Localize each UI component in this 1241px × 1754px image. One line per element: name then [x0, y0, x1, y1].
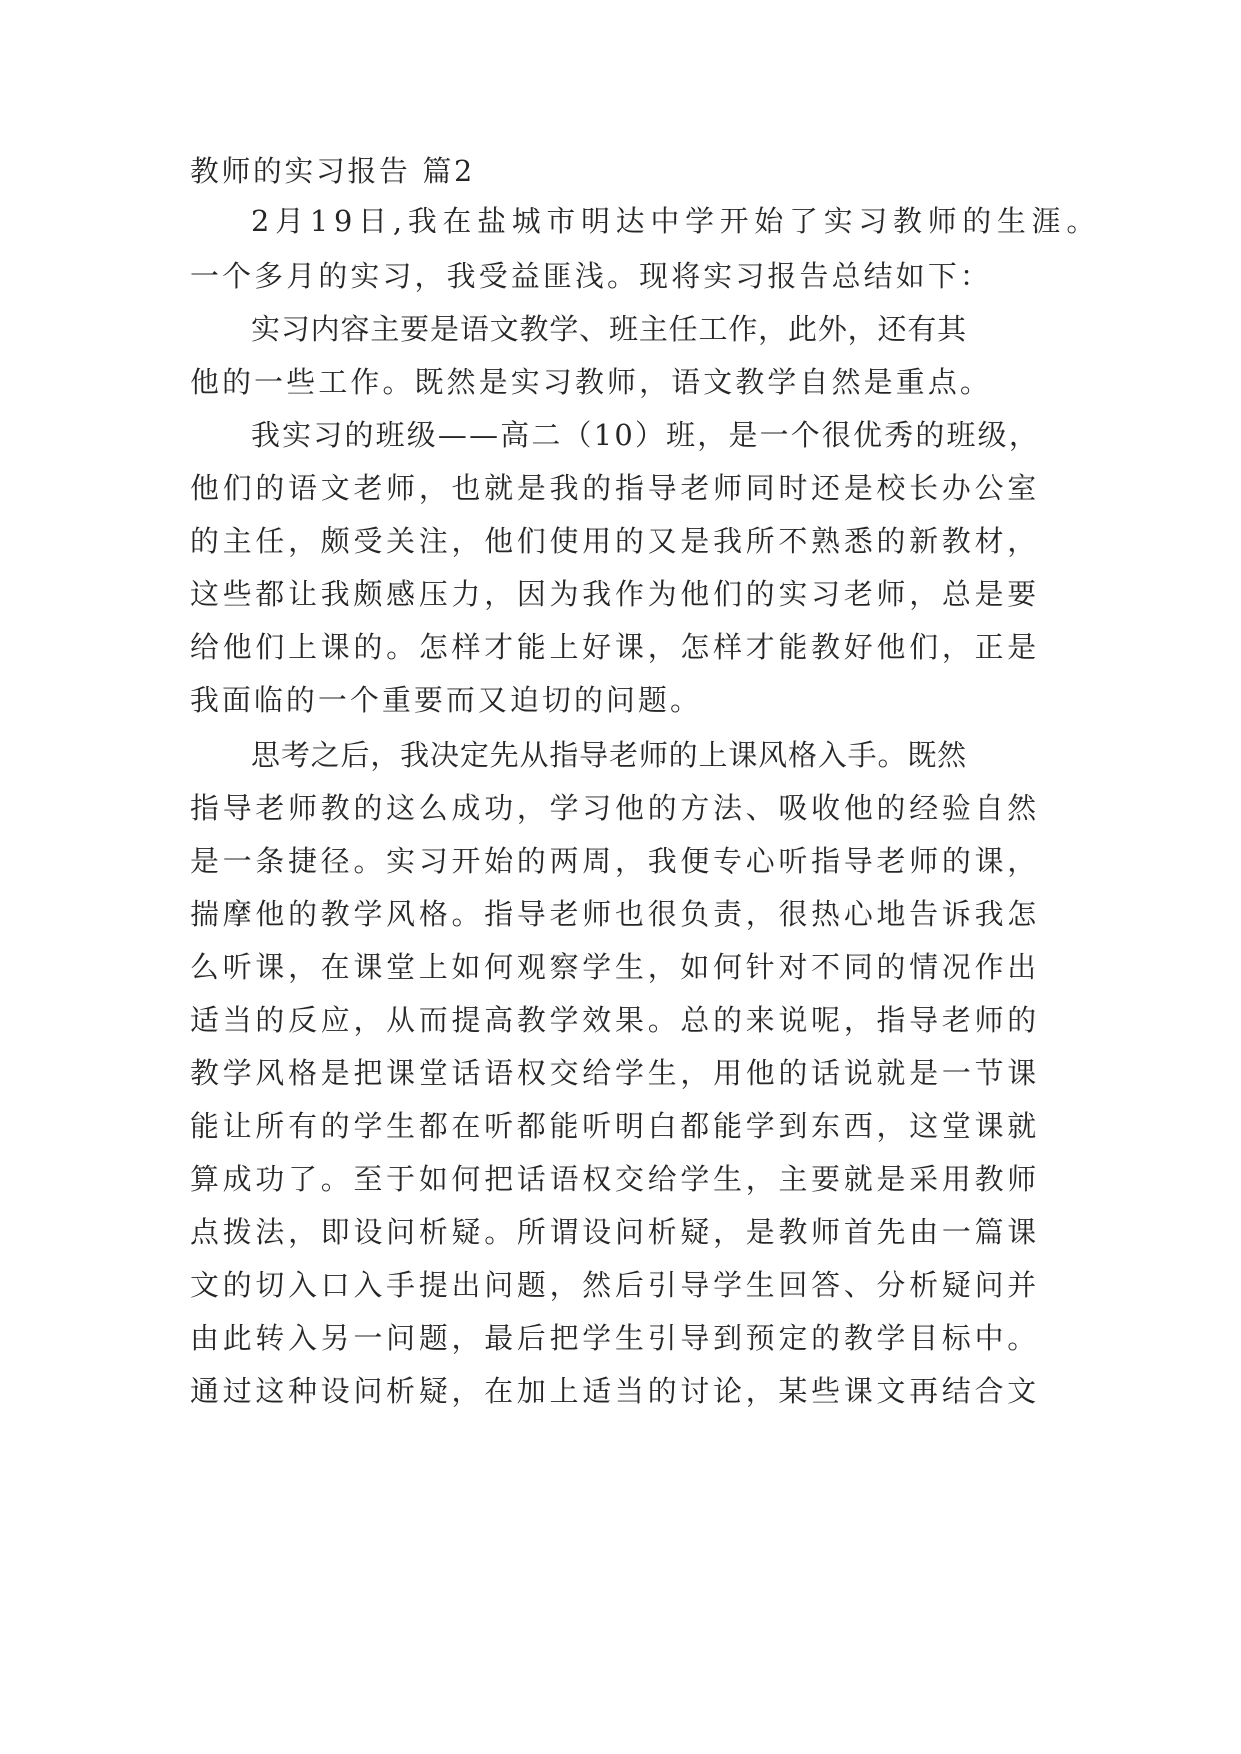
paragraph-line: 我实习的班级——高二（10）班，是一个很优秀的班级， [251, 418, 1040, 452]
paragraph-line: 教学风格是把课堂话语权交给学生，用他的话说就是一节课 [190, 1056, 1040, 1090]
paragraph-line: 么听课，在课堂上如何观察学生，如何针对不同的情况作出 [190, 950, 1040, 984]
paragraph-line: 这些都让我颇感压力，因为我作为他们的实习老师，总是要 [190, 577, 1040, 611]
paragraph-line: 通过这种设问析疑，在加上适当的讨论，某些课文再结合文 [190, 1374, 1040, 1408]
paragraph-line: 点拨法，即设问析疑。所谓设问析疑，是教师首先由一篇课 [190, 1215, 1040, 1249]
paragraph-line: 揣摩他的教学风格。指导老师也很负责，很热心地告诉我怎 [190, 897, 1040, 931]
paragraph-line: 指导老师教的这么成功，学习他的方法、吸收他的经验自然 [190, 791, 1040, 825]
paragraph-line: 实习内容主要是语文教学、班主任工作，此外，还有其 [251, 312, 967, 346]
paragraph-line: 思考之后，我决定先从指导老师的上课风格入手。既然 [251, 738, 967, 772]
paragraph-line: 算成功了。至于如何把话语权交给学生，主要就是采用教师 [190, 1162, 1040, 1196]
paragraph-line: 文的切入口入手提出问题，然后引导学生回答、分析疑问并 [190, 1268, 1040, 1302]
paragraph-line: 我面临的一个重要而又迫切的问题。 [190, 683, 702, 717]
paragraph-line: 由此转入另一问题，最后把学生引导到预定的教学目标中。 [190, 1321, 1040, 1355]
paragraph-line: 他的一些工作。既然是实习教师，语文教学自然是重点。 [190, 365, 992, 399]
paragraph-line: 的主任，颇受关注，他们使用的又是我所不熟悉的新教材， [190, 524, 1040, 558]
paragraph-line: 2月19日,我在盐城市明达中学开始了实习教师的生涯。 [251, 204, 1101, 238]
paragraph-line: 能让所有的学生都在听都能听明白都能学到东西，这堂课就 [190, 1109, 1040, 1143]
paragraph-line: 他们的语文老师，也就是我的指导老师同时还是校长办公室 [190, 471, 1040, 505]
paragraph-line: 是一条捷径。实习开始的两周，我便专心听指导老师的课， [190, 844, 1040, 878]
paragraph-line: 一个多月的实习，我受益匪浅。现将实习报告总结如下： [190, 259, 992, 293]
document-title: 教师的实习报告 篇2 [190, 154, 475, 188]
paragraph-line: 适当的反应，从而提高教学效果。总的来说呢，指导老师的 [190, 1003, 1040, 1037]
paragraph-line: 给他们上课的。怎样才能上好课，怎样才能教好他们，正是 [190, 630, 1040, 664]
